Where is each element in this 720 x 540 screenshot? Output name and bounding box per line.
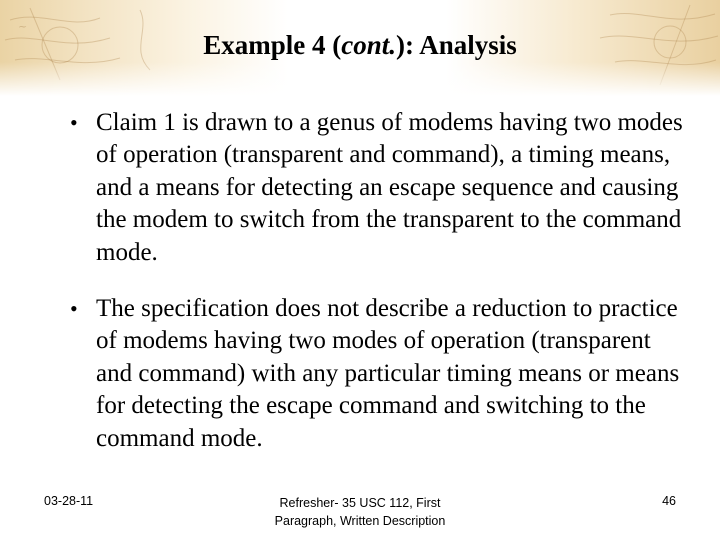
bullet-text: Claim 1 is drawn to a genus of modems having two modes of operation (transparent and command), a timing means, and a means for detecting an escape sequence and causing the modem to switch from the transparent to the command mode. (96, 109, 683, 266)
page-number: 46 (662, 494, 676, 508)
slide-footer (0, 490, 720, 534)
footer-caption-line-2: Paragraph, Written Description (274, 514, 446, 528)
slide-title (0, 30, 720, 61)
bullet-marker: • (70, 296, 78, 322)
title-italic: cont. (341, 30, 396, 60)
footer-date: 03-28-11 (44, 494, 94, 508)
title-prefix: Example 4 ( (203, 30, 342, 60)
bullet-item (70, 293, 690, 455)
svg-text:~: ~ (18, 20, 28, 33)
header-fade (0, 62, 720, 96)
slide-body (70, 107, 690, 455)
title-suffix: ): Analysis (395, 30, 517, 60)
bullet-item (70, 107, 690, 269)
footer-caption-line-1: Refresher- 35 USC 112, First (279, 496, 441, 510)
bullet-text: The specification does not describe a reduction to practice of modems having two modes of operation (transparent and command) with any particular timing means or means for detecting the escape command and switching to the command mode. (96, 295, 680, 452)
bullet-marker: • (70, 110, 78, 135)
footer-caption (240, 494, 480, 530)
